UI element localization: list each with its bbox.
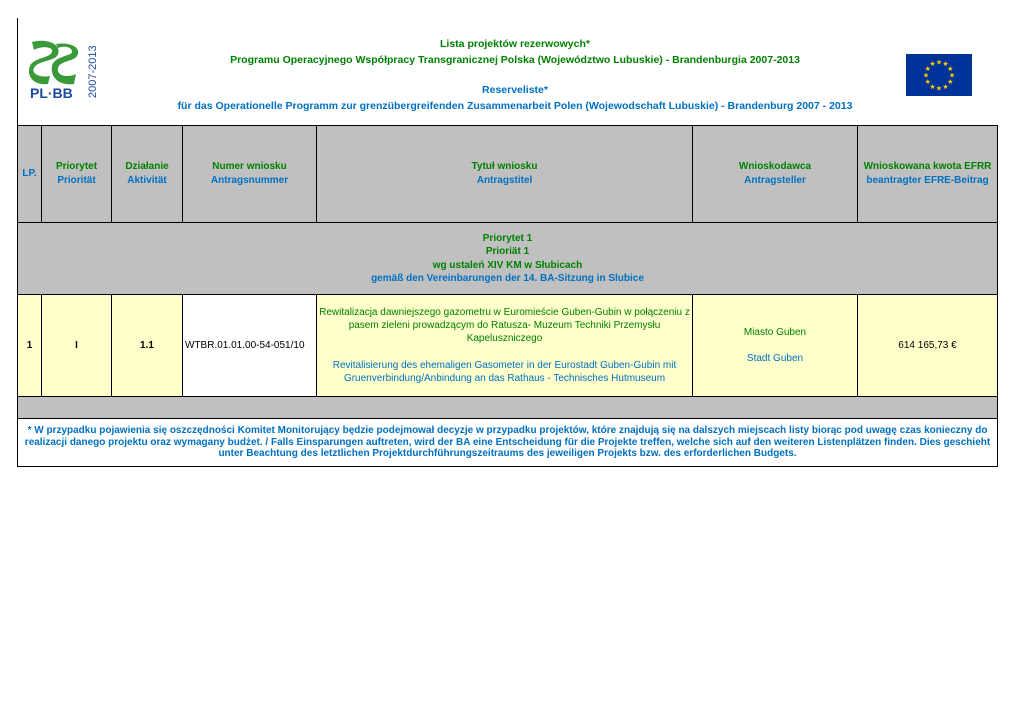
eu-star-icon: ★ xyxy=(924,78,931,86)
header-lp: LP. xyxy=(18,126,42,223)
row-applicant: Miasto Guben Stadt Guben xyxy=(693,295,858,397)
title-pl-line2: Programu Operacyjnego Współpracy Transgranicznej Polska (Województwo Lubuskie) - Brandenburgia 2007-2013 xyxy=(230,54,800,66)
logo-text: PL·BB xyxy=(30,85,73,101)
row-title: Rewitalizacja dawniejszego gazometru w Euromieście Guben-Gubin w połączeniu z pasem zieleni prowadzącym do Ratusza- Muzeum Techniki Przemysłu Kapeluszniczego Revitalisierung des ehemaligen Gasometer in der Eurostadt Guben-Gubin mit Gruenverbindung/Anbindung an das Rathaus - Technisches Hutmuseum xyxy=(317,295,693,397)
header-applicant: Wnioskodawca Antragsteller xyxy=(693,126,858,223)
priority-line4: gemäß den Vereinbarungen der 14. BA-Sitzung in Slubice xyxy=(371,273,644,284)
header-action: Działanie Aktivität xyxy=(112,126,183,223)
reserve-list-table xyxy=(17,125,998,467)
title-de-line1: Reserveliste* xyxy=(482,84,548,96)
priority-line3: wg ustaleń XIV KM w Słubicach xyxy=(432,259,583,271)
row-action: 1.1 xyxy=(112,295,183,397)
header-amount: Wnioskowana kwota EFRR beantragter EFRE-Beitrag xyxy=(858,126,998,223)
eu-star-icon: ★ xyxy=(935,58,943,67)
logo-years: 2007-2013 xyxy=(87,45,99,98)
eu-star-icon: ★ xyxy=(922,71,930,80)
priority-line1: Priorytet 1 xyxy=(482,232,533,244)
document-title xyxy=(100,36,930,114)
eu-star-icon: ★ xyxy=(947,65,954,73)
row-number: WTBR.01.01.00-54-051/10 xyxy=(183,295,317,397)
eu-star-icon: ★ xyxy=(947,78,954,86)
pl-bb-logo xyxy=(28,40,102,102)
footnote-row xyxy=(18,419,998,467)
eu-star-icon: ★ xyxy=(942,60,949,69)
eu-star-icon: ★ xyxy=(924,65,931,73)
header-title: Tytuł wniosku Antragstitel xyxy=(317,126,693,223)
priority-section-row xyxy=(18,223,998,295)
priority-line2: Prioriät 1 xyxy=(485,246,530,257)
priority-section xyxy=(18,223,998,295)
title-de-line2: für das Operationelle Programm zur grenzübergreifenden Zusammenarbeit Polen (Wojewodschaft Lubuskie) - Brandenburg 2007 - 2013 xyxy=(177,100,853,112)
spacer-row xyxy=(18,397,998,419)
footnote: * W przypadku pojawienia się oszczędności Komitet Monitorujący będzie podejmował decyzje w przypadku projektów, które znajdują się na dalszych miejscach listy biorąc pod uwagę czas konieczny do realizacji danego projektu oraz wymagany budżet. / Falls Einsparungen auftreten, wird der BA eine Entscheidung für die Projekte treffen, welche sich auf den weiteren Listenplätzen finden. Dies geschieht unter Beachtung des letztlichen Projektdurchführungszeitraums des jeweiligen Projekts bzw. des erforderlichen Budgets. xyxy=(18,419,998,467)
header-priority: Priorytet Priorität xyxy=(42,126,112,223)
eu-flag-icon xyxy=(906,54,972,96)
eu-star-icon: ★ xyxy=(929,60,936,69)
row-lp: 1 xyxy=(18,295,42,397)
eu-star-icon: ★ xyxy=(929,82,936,91)
eu-star-icon: ★ xyxy=(942,82,949,91)
title-pl-line1: Lista projektów rezerwowych* xyxy=(440,38,590,50)
row-priority: I xyxy=(42,295,112,397)
table-header-row xyxy=(18,126,998,223)
table-row xyxy=(18,295,998,397)
header-number: Numer wniosku Antragsnummer xyxy=(183,126,317,223)
row-amount: 614 165,73 € xyxy=(858,295,998,397)
eu-star-icon: ★ xyxy=(935,84,943,93)
eu-star-icon: ★ xyxy=(948,71,956,80)
pl-bb-logo-graphic xyxy=(28,40,102,102)
